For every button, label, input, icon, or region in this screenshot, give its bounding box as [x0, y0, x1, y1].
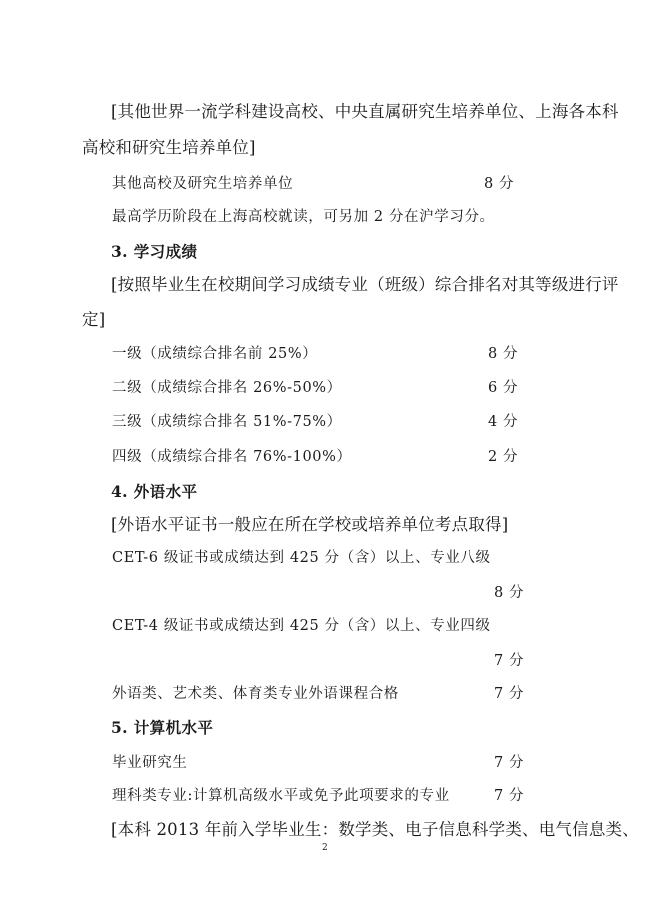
- section-5-title: 5. 计算机水平: [111, 718, 214, 737]
- grade-1-score: 8 分: [488, 346, 519, 362]
- grade-2-score: 6 分: [488, 380, 519, 396]
- grade-4-label: 四级（成绩综合排名 76%-100%）: [112, 449, 352, 465]
- arts-language-score: 7 分: [494, 686, 525, 702]
- page-number: 2: [322, 843, 328, 853]
- grade-4-score: 2 分: [488, 449, 519, 465]
- cet6-score: 8 分: [494, 585, 525, 601]
- arts-language-label: 外语类、艺术类、体育类专业外语课程合格: [112, 686, 399, 702]
- shanghai-note: 最高学历阶段在上海高校就读，可另加 2 分在沪学习分。: [112, 209, 495, 225]
- grade-3-score: 4 分: [488, 414, 519, 430]
- cet4-label: CET-4 级证书或成绩达到 425 分（含）以上、专业四级: [112, 618, 491, 634]
- item-other-score: 8 分: [484, 176, 515, 192]
- section-3-bracket-line-2: 定]: [82, 310, 106, 329]
- section-5-bracket: [本科 2013 年前入学毕业生：数学类、电子信息科学类、电气信息类、: [111, 820, 639, 839]
- section-4-bracket: [外语水平证书一般应在所在学校或培养单位考点取得]: [111, 515, 509, 534]
- intro-bracket-line-1: [其他世界一流学科建设高校、中央直属研究生培养单位、上海各本科: [111, 102, 619, 121]
- item-other-label: 其他高校及研究生培养单位: [112, 176, 294, 192]
- section-4-title: 4. 外语水平: [111, 482, 198, 501]
- science-major-score: 7 分: [494, 788, 525, 804]
- grade-1-label: 一级（成绩综合排名前 25%）: [112, 346, 318, 362]
- intro-bracket-line-2: 高校和研究生培养单位]: [82, 138, 256, 157]
- graduate-score: 7 分: [494, 755, 525, 771]
- section-3-title: 3. 学习成绩: [111, 242, 198, 261]
- grade-3-label: 三级（成绩综合排名 51%-75%）: [112, 414, 342, 430]
- science-major-label: 理科类专业:计算机高级水平或免予此项要求的专业: [112, 788, 450, 804]
- cet4-score: 7 分: [494, 653, 525, 669]
- section-3-bracket-line-1: [按照毕业生在校期间学习成绩专业（班级）综合排名对其等级进行评: [111, 275, 619, 294]
- graduate-label: 毕业研究生: [112, 755, 188, 771]
- grade-2-label: 二级（成绩综合排名 26%-50%）: [112, 380, 342, 396]
- cet6-label: CET-6 级证书或成绩达到 425 分（含）以上、专业八级: [112, 550, 491, 566]
